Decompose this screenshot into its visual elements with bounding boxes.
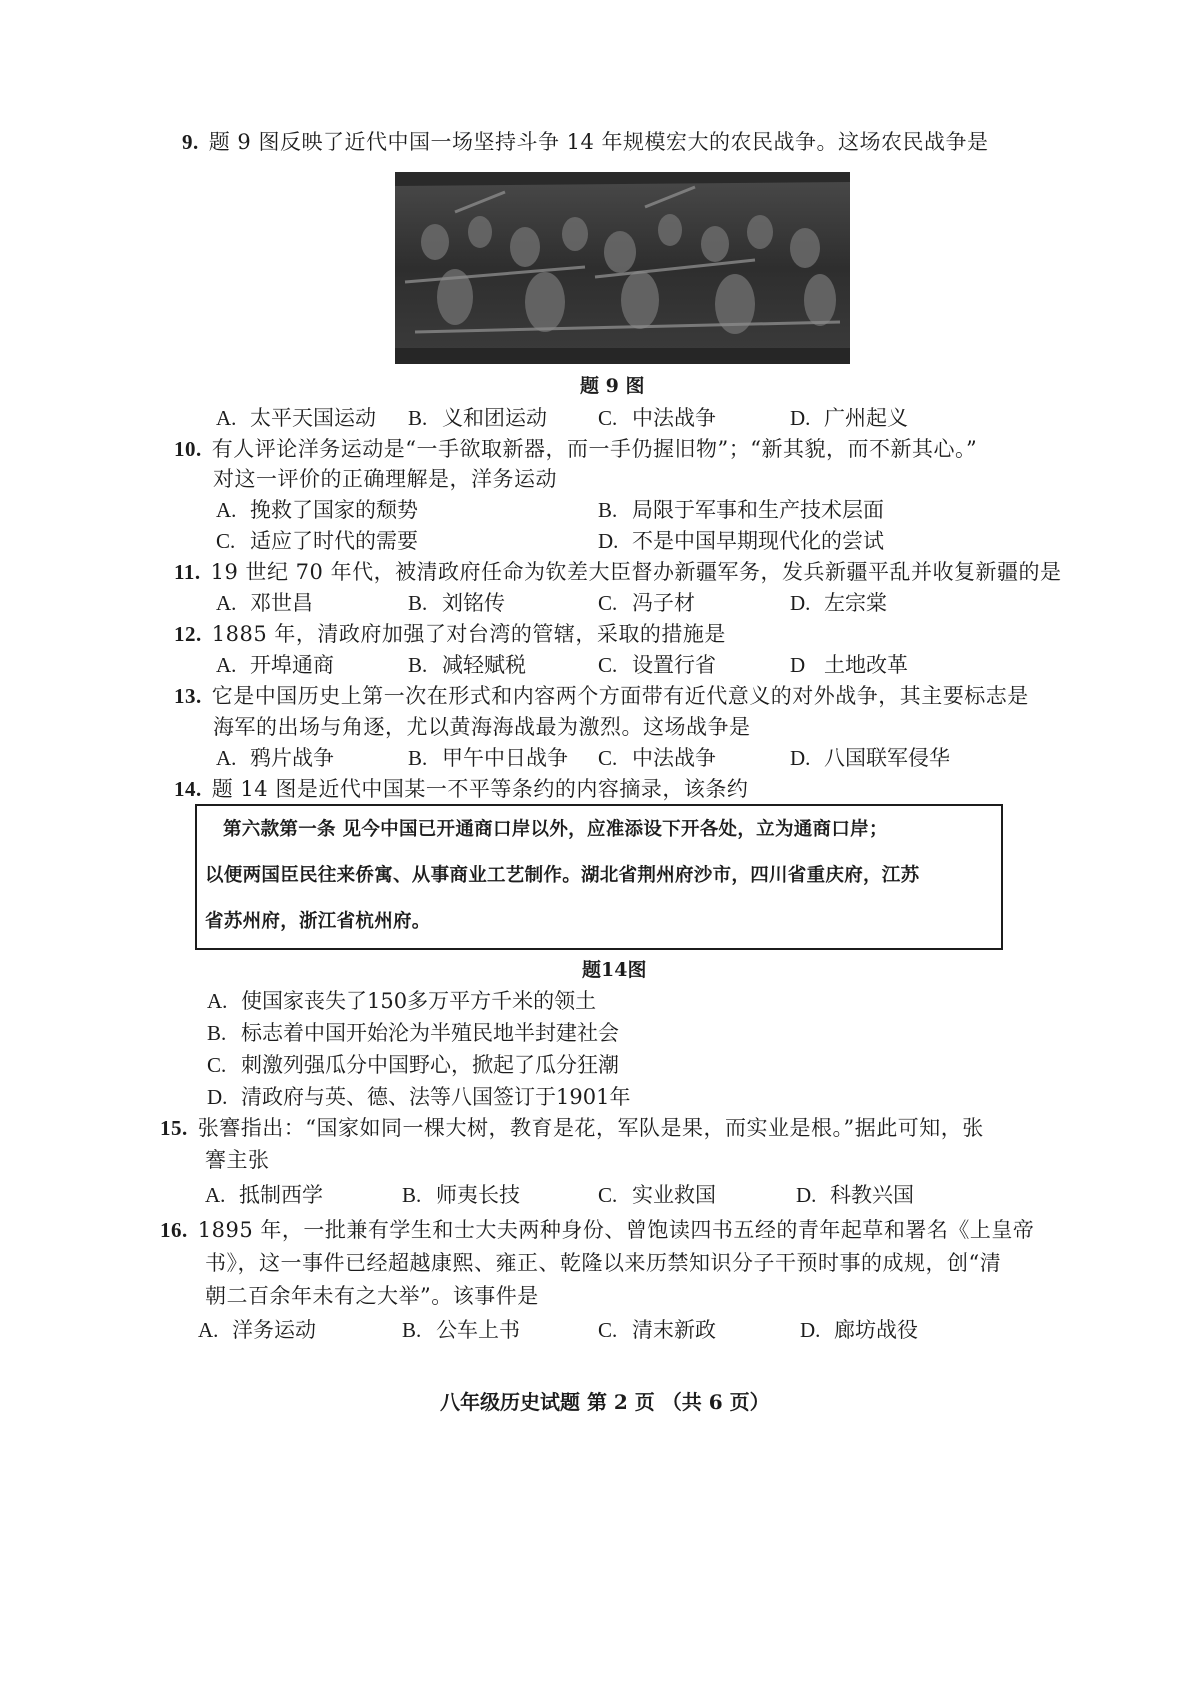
q13-option-a: A. 鸦片战争 [216,746,334,770]
question-number: 14. [174,777,202,801]
q12-option-c: C. 设置行省 [598,653,716,677]
q15-option-a: A. 抵制西学 [205,1183,323,1207]
q15-option-c: C. 实业救国 [598,1183,716,1207]
q14-option-b: B. 标志着中国开始沦为半殖民地半封建社会 [207,1021,619,1045]
q11-option-d: D. 左宗棠 [790,591,887,615]
figure-9-caption: 题 9 图 [580,375,645,397]
question-13-line-2: 海军的出场与角逐，尤以黄海海战最为激烈。这场战争是 [213,715,751,739]
q11-option-b: B. 刘铭传 [408,591,505,615]
q16-option-c: C. 清末新政 [598,1318,716,1342]
question-number: 10. [174,437,202,461]
q14-option-a: A. 使国家丧失了150多万平方千米的领土 [207,989,597,1013]
question-16-line-2: 书》，这一事件已经超越康熙、雍正、乾隆以来历禁知识分子干预时事的成规，创“清 [205,1251,1002,1275]
question-16-line-3: 朝二百余年未有之大举”。该事件是 [205,1284,539,1308]
question-text: 张謇指出：“国家如同一棵大树，教育是花，军队是果，而实业是根。”据此可知，张 [197,1116,984,1140]
q13-option-c: C. 中法战争 [598,746,716,770]
q16-option-b: B. 公车上书 [402,1318,520,1342]
question-text: 1895 年，一批兼有学生和士大夫两种身份、曾饱读四书五经的青年起草和署名《上皇帝 [197,1218,1035,1242]
q10-option-a: A. 挽救了国家的颓势 [216,498,418,522]
question-15-line-2: 謇主张 [205,1148,270,1172]
q10-option-c: C. 适应了时代的需要 [216,529,418,553]
q12-option-b: B. 减轻赋税 [408,653,526,677]
question-text: 题 14 图是近代中国某一不平等条约的内容摘录，该条约 [211,777,749,801]
q9-option-a: A. 太平天国运动 [216,406,376,430]
question-9 [182,127,989,157]
q11-option-a: A. 邓世昌 [216,591,313,615]
question-text: 题 9 图反映了近代中国一场坚持斗争 14 年规模宏大的农民战争。这场农民战争是 [208,130,989,154]
q16-option-a: A. 洋务运动 [198,1318,316,1342]
question-10-line-2: 对这一评价的正确理解是，洋务运动 [213,467,557,491]
question-number: 9. [182,130,199,154]
question-12 [174,619,726,649]
question-text: 1885 年，清政府加强了对台湾的管辖，采取的措施是 [211,622,726,646]
question-text: 有人评论洋务运动是“一手欲取新器，而一手仍握旧物”；“新其貌，而不新其心。” [211,437,978,461]
q13-option-d: D. 八国联军侵华 [790,746,950,770]
q16-option-d: D. 廊坊战役 [800,1318,918,1342]
treaty-excerpt-line: 第六款第一条 见今中国已开通商口岸以外，应准添设下开各处，立为通商口岸； [223,819,888,840]
relief-illustration [395,172,850,364]
treaty-excerpt-box [195,804,1003,950]
treaty-excerpt-line: 省苏州府，浙江省杭州府。 [205,911,431,932]
q11-option-c: C. 冯子材 [598,591,695,615]
question-number: 13. [174,684,202,708]
q14-option-c: C. 刺激列强瓜分中国野心，掀起了瓜分狂潮 [207,1053,619,1077]
question-number: 12. [174,622,202,646]
question-number: 11. [174,560,201,584]
question-15 [160,1113,984,1143]
q15-option-b: B. 师夷长技 [402,1183,520,1207]
question-number: 16. [160,1218,188,1242]
figure-14-caption: 题14图 [582,959,647,981]
q14-option-d: D. 清政府与英、德、法等八国签订于1901年 [207,1085,631,1109]
question-text: 它是中国历史上第一次在形式和内容两个方面带有近代意义的对外战争，其主要标志是 [211,684,1029,708]
q13-option-b: B. 甲午中日战争 [408,746,568,770]
q9-option-d: D. 广州起义 [790,406,908,430]
q10-option-d: D. 不是中国早期现代化的尝试 [598,529,884,553]
q15-option-d: D. 科教兴国 [796,1183,914,1207]
treaty-excerpt-line: 以便两国臣民往来侨寓、从事商业工艺制作。湖北省荆州府沙市，四川省重庆府，江苏 [205,865,920,886]
question-14 [174,774,748,804]
question-11 [174,557,1062,587]
question-text: 19 世纪 70 年代，被清政府任命为钦差大臣督办新疆军务，发兵新疆平乱并收复新疆的是 [210,560,1062,584]
q9-option-b: B. 义和团运动 [408,406,547,430]
q9-option-c: C. 中法战争 [598,406,716,430]
q12-option-d: D 土地改革 [790,653,908,677]
page-footer: 八年级历史试题 第 2 页 （共 6 页） [440,1390,770,1414]
question-number: 15. [160,1116,188,1140]
question-10 [174,434,977,464]
q10-option-b: B. 局限于军事和生产技术层面 [598,498,884,522]
question-13 [174,681,1029,711]
relief-sculpture-image [395,172,850,364]
q12-option-a: A. 开埠通商 [216,653,334,677]
question-16 [160,1215,1034,1245]
